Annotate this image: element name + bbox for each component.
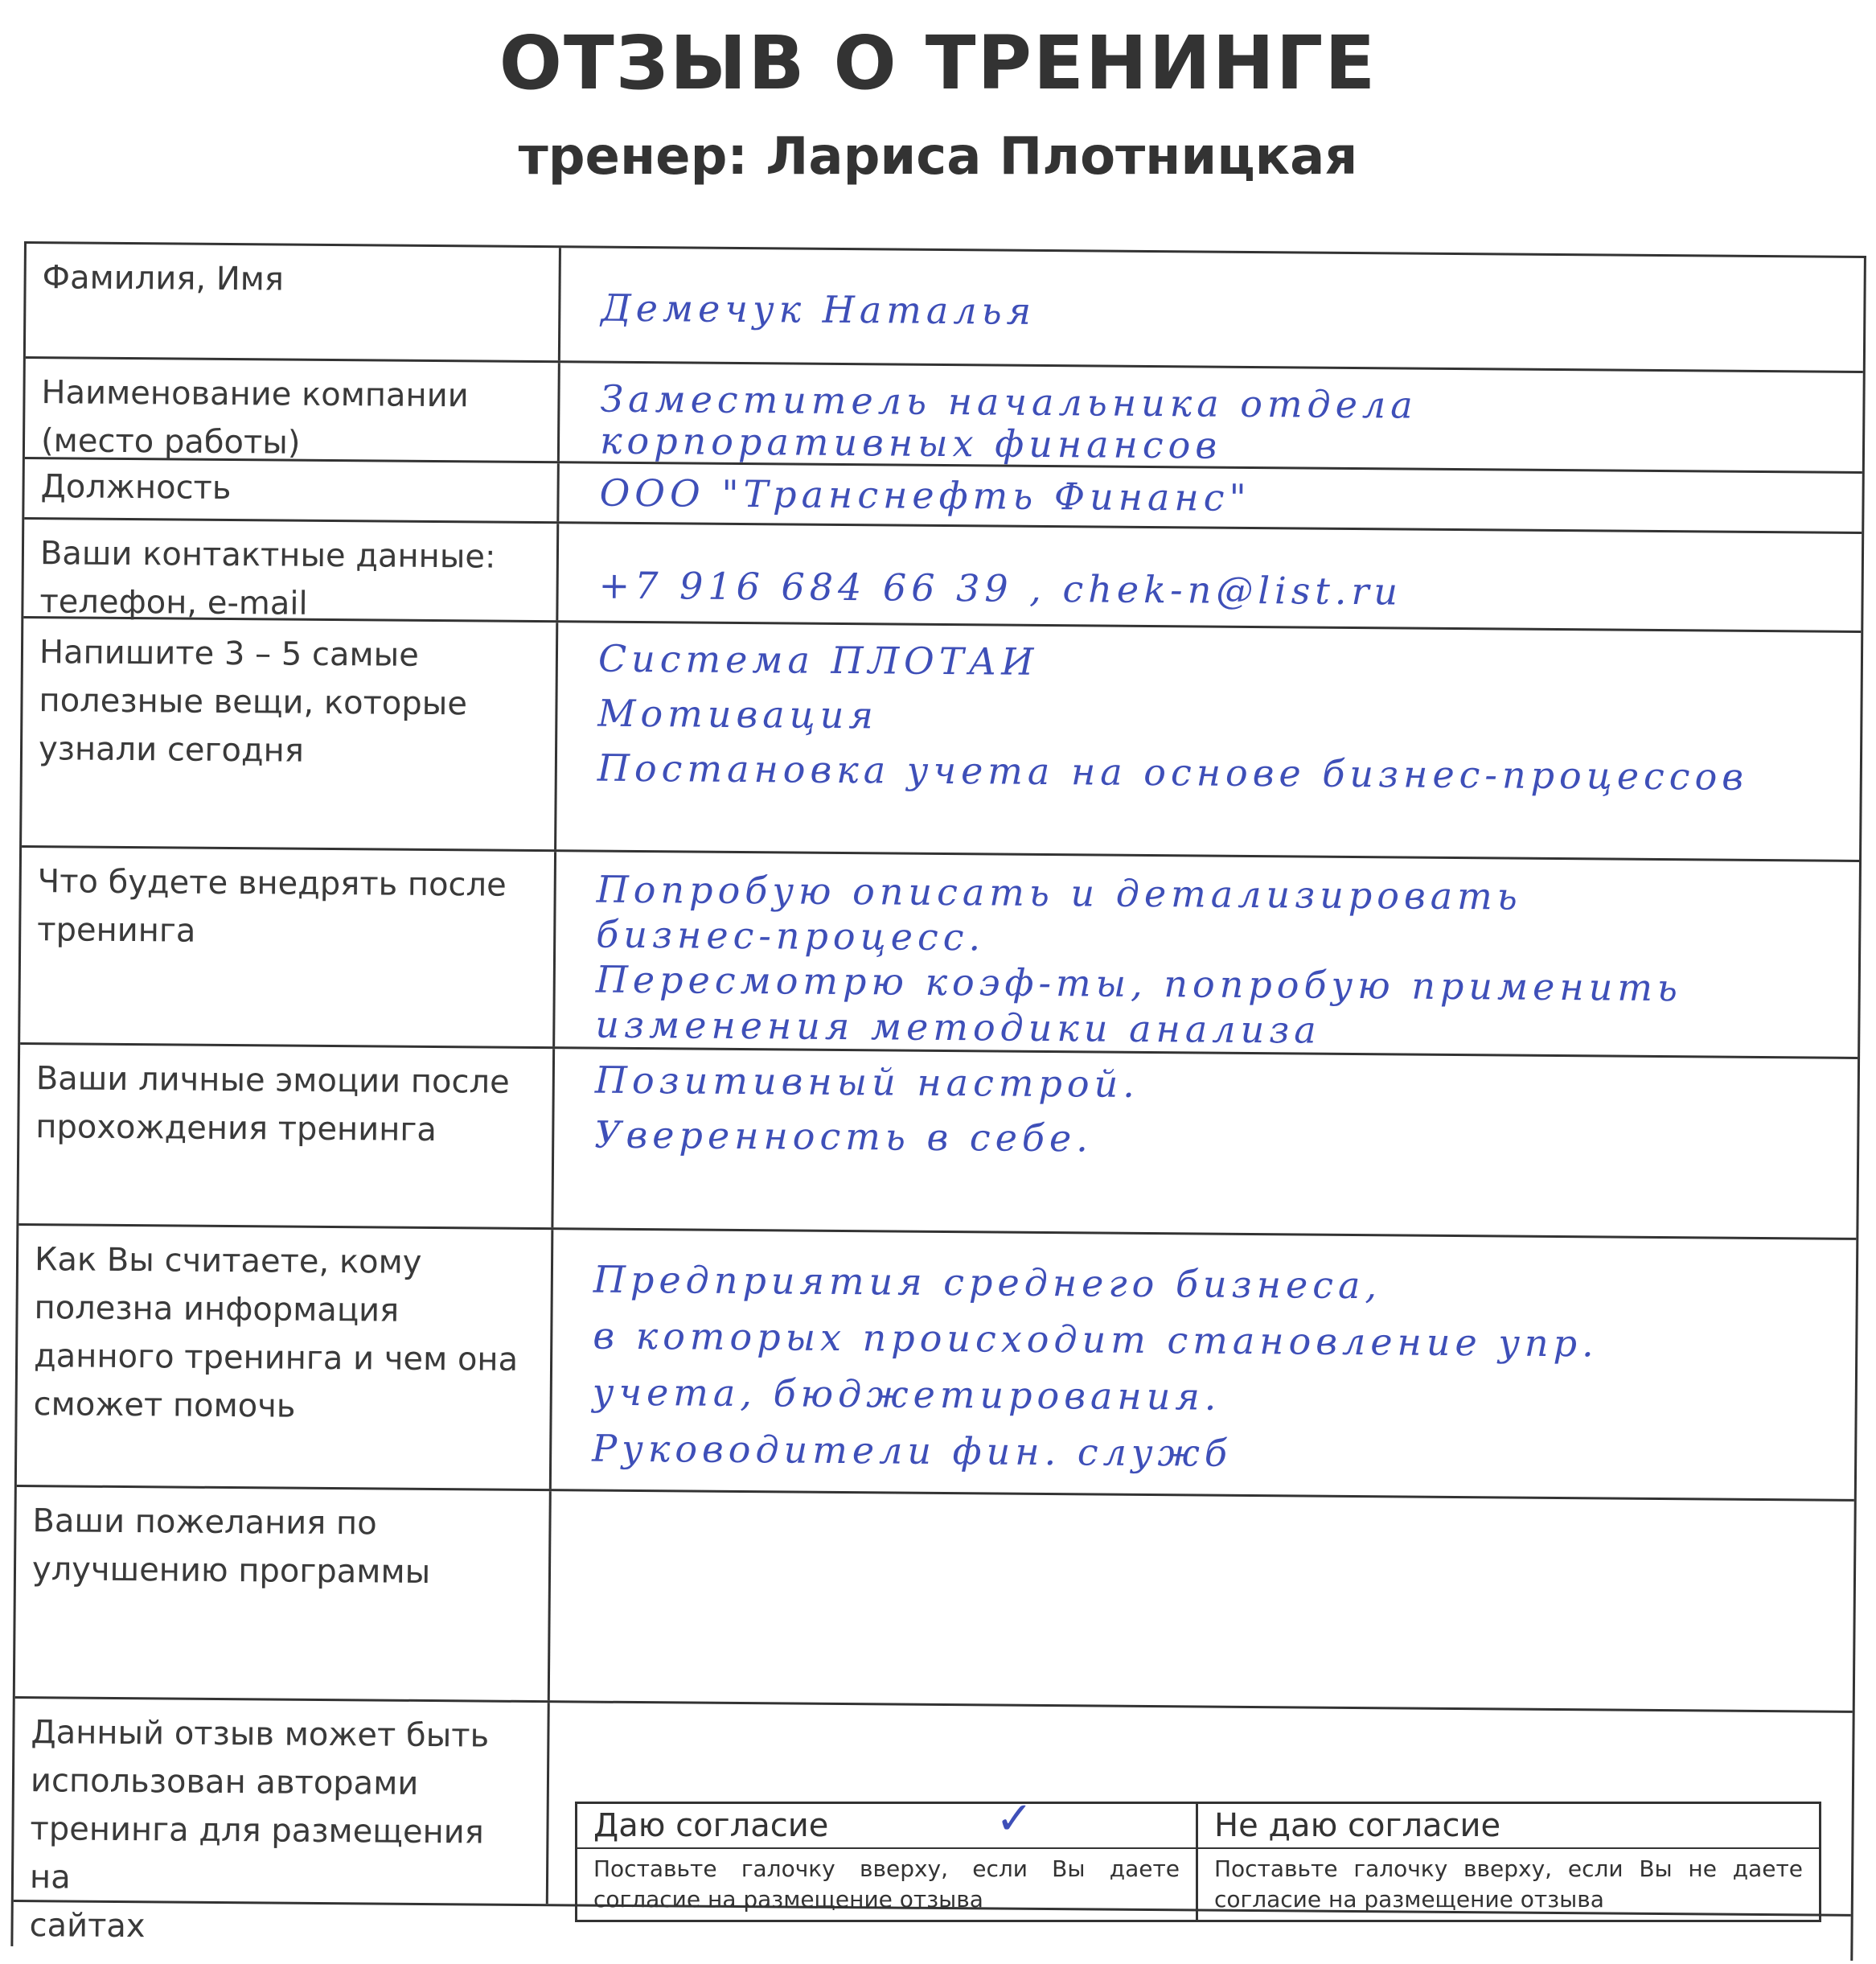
consent-disagree-note: Поставьте галочку вверху, если Вы не даете согласие на размещение отзыва bbox=[1214, 1855, 1803, 1913]
answer-emotions[interactable]: Позитивный настрой. Уверенность в себе. bbox=[594, 1058, 1140, 1161]
row-contacts bbox=[23, 520, 1862, 633]
label-contacts: Ваши контактные данные: телефон, e-mail bbox=[23, 520, 559, 620]
row-audience bbox=[17, 1226, 1856, 1502]
trainer-subtitle: тренер: Лариса Плотницкая bbox=[518, 127, 1358, 187]
consent-disagree-cell[interactable] bbox=[1198, 1804, 1819, 1920]
row-name bbox=[26, 244, 1864, 373]
row-wishes bbox=[15, 1487, 1854, 1713]
answer-useful[interactable]: Система ПЛОТАИ Мотивация Постановка учета на основе бизнес-процессов bbox=[597, 636, 1749, 799]
checkmark-icon[interactable]: ✓ bbox=[995, 1793, 1033, 1845]
label-name: Фамилия, Имя bbox=[26, 244, 561, 360]
consent-agree-label: Даю согласие bbox=[593, 1807, 829, 1844]
consent-agree-note: Поставьте галочку вверху, если Вы даете согласие на размещение отзыва bbox=[593, 1855, 1180, 1913]
answer-contacts[interactable]: +7 916 684 66 39 , chek-n@list.ru bbox=[598, 563, 1403, 614]
answer-implement[interactable]: Попробую описать и детализировать бизнес-процесс. Пересмотрю коэф-ты, попробую применить изменения методики анализа bbox=[595, 867, 1683, 1052]
answer-name[interactable]: Демечук Наталья bbox=[601, 286, 1037, 333]
row-company bbox=[25, 359, 1863, 474]
answer-company[interactable]: Заместитель начальника отдела корпоративных финансов bbox=[599, 376, 1418, 467]
answer-wishes[interactable] bbox=[550, 1491, 1854, 1711]
consent-table bbox=[575, 1793, 1821, 1922]
row-implement bbox=[20, 848, 1859, 1059]
label-position: Должность bbox=[24, 459, 560, 521]
label-useful: Напишите 3 – 5 самые полезные вещи, которые узнали сегодня bbox=[22, 618, 558, 849]
label-wishes: Ваши пожелания по улучшению программы bbox=[15, 1487, 552, 1700]
label-audience: Как Вы считаете, кому полезна информация данного тренинга и чем она сможет помочь bbox=[17, 1226, 554, 1489]
label-emotions: Ваши личные эмоции после прохождения тренинга bbox=[18, 1045, 555, 1227]
answer-position[interactable]: ООО "Транснефть Финанс" bbox=[599, 470, 1251, 520]
consent-disagree-label: Не даю согласие bbox=[1198, 1804, 1819, 1849]
label-company: Наименование компании (место работы) bbox=[25, 359, 560, 461]
row-emotions bbox=[18, 1045, 1858, 1240]
form-title: ОТЗЫВ О ТРЕНИНГЕ bbox=[499, 20, 1377, 106]
answer-audience[interactable]: Предприятия среднего бизнеса, в которых происходит становление упр. учета, бюджетирования. Руководители фин. служб bbox=[592, 1257, 1599, 1475]
row-useful bbox=[22, 618, 1861, 862]
consent-agree-cell[interactable] bbox=[577, 1793, 1198, 1920]
feedback-form bbox=[10, 241, 1866, 1961]
label-consent: Данный отзыв может быть использован авторами тренинга для размещения на сайтах bbox=[14, 1699, 550, 1904]
label-implement: Что будете внедрять после тренинга bbox=[20, 848, 556, 1046]
